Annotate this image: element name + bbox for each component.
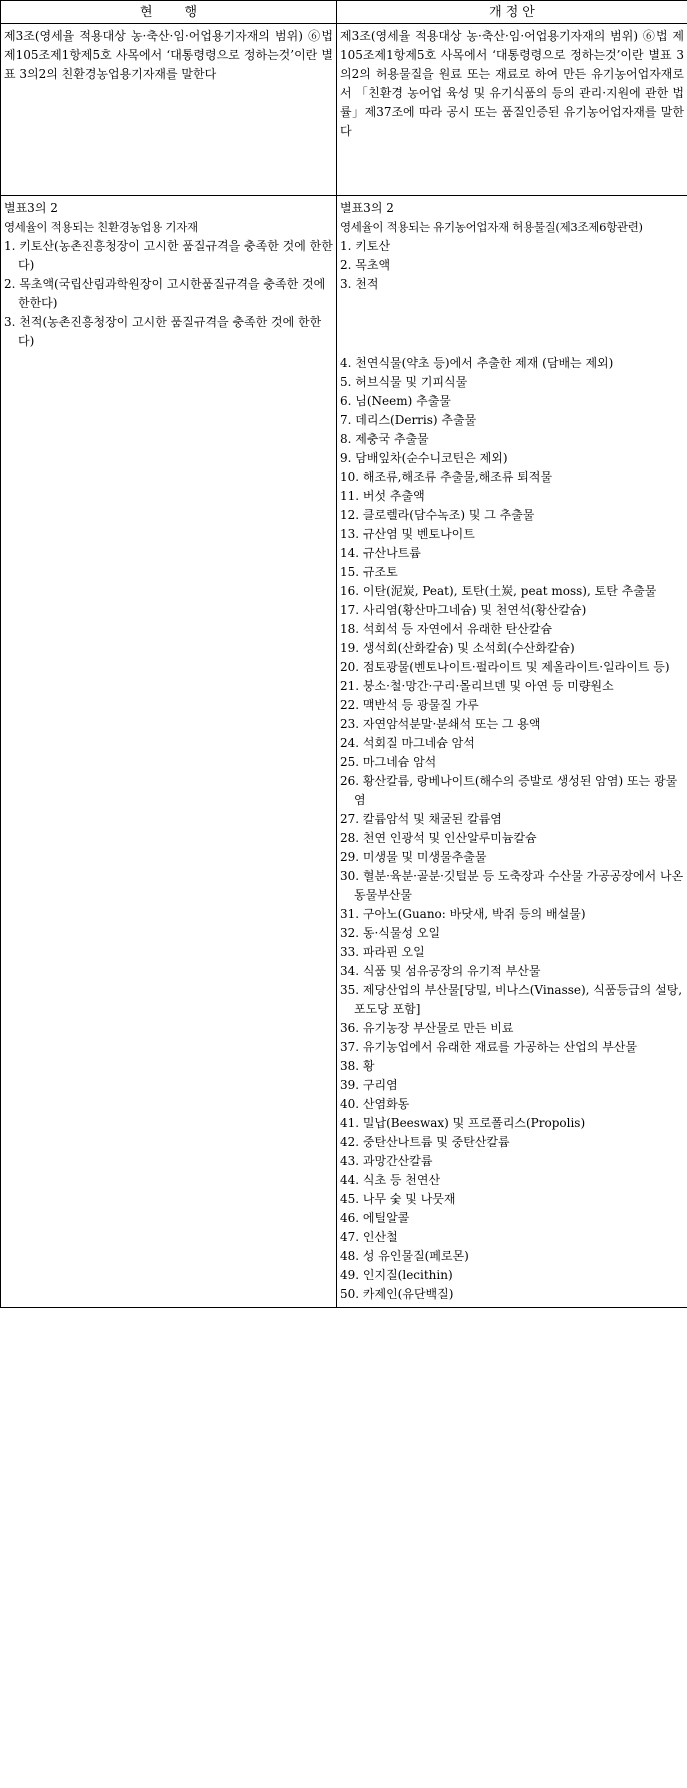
list-item: 14. 규산나트륨: [340, 546, 421, 560]
header-current: 현행: [1, 1, 337, 24]
list-item: 2. 목초액(국립산림과학원장이 고시한품질규격을 충족한 것에 한한다): [4, 277, 326, 310]
list-item: 27. 칼륨암석 및 채굴된 칼륨염: [340, 812, 502, 826]
list-item: 32. 동·식물성 오일: [340, 926, 441, 940]
list-item: 1. 키토산(농촌진흥청장이 고시한 품질규격을 충족한 것에 한한다): [4, 239, 333, 272]
list-item: 44. 식초 등 천연산: [340, 1173, 441, 1187]
list-item: 50. 카제인(유단백질): [340, 1287, 454, 1301]
list-item: 26. 황산칼륨, 랑베나이트(해수의 증발로 생성된 암염) 또는 광물염: [340, 774, 678, 807]
list-item: 37. 유기농업에서 유래한 재료를 가공하는 산업의 부산물: [340, 1040, 637, 1054]
annex-current-title: 별표3의 2: [4, 201, 58, 215]
list-item: 21. 붕소·철·망간·구리·몰리브덴 및 아연 등 미량원소: [340, 679, 614, 693]
list-item: 10. 해조류,해조류 추출물,해조류 퇴적물: [340, 470, 553, 484]
list-item: 4. 천연식물(약초 등)에서 추출한 제재 (담배는 제외): [340, 356, 614, 370]
annex-amended-list: [340, 354, 684, 1304]
list-item: 49. 인지질(lecithin): [340, 1268, 453, 1282]
annex-amended-cell: [337, 196, 687, 1308]
list-item: 8. 제충국 추출물: [340, 432, 429, 446]
header-amendment: 개정안: [337, 1, 687, 24]
list-item: 12. 클로렐라(담수녹조) 및 그 추출물: [340, 508, 535, 522]
annex-current-subtitle: 영세율이 적용되는 친환경농업용 기자재: [4, 220, 198, 234]
list-item: 18. 석회석 등 자연에서 유래한 탄산칼슘: [340, 622, 553, 636]
list-item: 23. 자연암석분말·분쇄석 또는 그 용액: [340, 717, 541, 731]
list-item: 36. 유기농장 부산물로 만든 비료: [340, 1021, 514, 1035]
list-item: 3. 천적: [340, 277, 379, 291]
list-item: 46. 에틸알콜: [340, 1211, 410, 1225]
list-item: 45. 나무 숯 및 나뭇재: [340, 1192, 456, 1206]
list-item: 22. 맥반석 등 광물질 가루: [340, 698, 479, 712]
article3-amended-text: 제3조(영세율 적용대상 농·축산·임·어업용기자재의 범위) ⑥법 제105조제1항제5호 사목에서 ‘대통령령으로 정하는것’이란 별표 3의2의 허용물질을 원료 또는 재료로 하여 만든 유기농어업자재로서 「친환경 농어업 육성 및 유기식품의 등의 관리·지원에 관한 법률」제37조에 따라 공시 또는 품질인증된 유기농어업자재를 말한다: [337, 24, 687, 196]
list-item: 47. 인산철: [340, 1230, 398, 1244]
annex-amended-list-top: [340, 237, 684, 294]
list-item: 2. 목초액: [340, 258, 391, 272]
list-item: 13. 규산염 및 벤토나이트: [340, 527, 475, 541]
list-item: 15. 규조토: [340, 565, 398, 579]
list-item: 43. 과망간산칼륨: [340, 1154, 433, 1168]
annex-row: [1, 196, 687, 1308]
list-item: 40. 산염화동: [340, 1097, 410, 1111]
annex-current-cell: [1, 196, 337, 1308]
list-item: 11. 버섯 추출액: [340, 489, 425, 503]
header-row: [1, 1, 687, 24]
list-item: 33. 파라핀 오일: [340, 945, 425, 959]
list-item: 9. 담배잎차(순수니코틴은 제외): [340, 451, 508, 465]
list-item: 5. 허브식물 및 기피식물: [340, 375, 468, 389]
list-item: 25. 마그네슘 암석: [340, 755, 437, 769]
list-item: 41. 밀납(Beeswax) 및 프로폴리스(Propolis): [340, 1116, 586, 1130]
list-item: 6. 님(Neem) 추출물: [340, 394, 451, 408]
list-item: 28. 천연 인광석 및 인산알루미늄칼슘: [340, 831, 537, 845]
annex-amended-title: 별표3의 2: [340, 201, 394, 215]
list-item: 24. 석회질 마그네슘 암석: [340, 736, 475, 750]
article3-current-text: 제3조(영세율 적용대상 농·축산·임·어업용기자재의 범위) ⑥법 제105조제1항제5호 사목에서 ‘대통령령으로 정하는것’이란 별표 3의2의 친환경농업용기자재를 말한다: [1, 24, 337, 196]
annex-amended-subtitle: 영세율이 적용되는 유기농어업자재 허용물질(제3조제6항관련): [340, 220, 643, 234]
list-item: 48. 성 유인물질(페로몬): [340, 1249, 469, 1263]
list-item: 17. 사리염(황산마그네슘) 및 천연석(황산칼슘): [340, 603, 587, 617]
list-item: 30. 혈분·육분·골분·깃털분 등 도축장과 수산물 가공공장에서 나온 동물부산물: [340, 869, 684, 902]
list-item: 16. 이탄(泥炭, Peat), 토탄(土炭, peat moss), 토탄 추출물: [340, 584, 657, 598]
list-item: 20. 점토광물(벤토나이트·펄라이트 및 제올라이트·일라이트 등): [340, 660, 670, 674]
list-item: 29. 미생물 및 미생물추출물: [340, 850, 487, 864]
list-item: 19. 생석회(산화칼슘) 및 소석회(수산화칼슘): [340, 641, 575, 655]
list-item: 1. 키토산: [340, 239, 391, 253]
list-item: 38. 황: [340, 1059, 375, 1073]
article3-row: [1, 24, 687, 196]
annex-current-list: [4, 237, 333, 351]
list-item: 3. 천적(농촌진흥청장이 고시한 품질규격을 충족한 것에 한한다): [4, 315, 322, 348]
list-item: 7. 데리스(Derris) 추출물: [340, 413, 477, 427]
list-item: 42. 중탄산나트륨 및 중탄산칼륨: [340, 1135, 510, 1149]
list-gap: [340, 294, 684, 354]
list-item: 34. 식품 및 섬유공장의 유기적 부산물: [340, 964, 541, 978]
list-item: 39. 구리염: [340, 1078, 398, 1092]
list-item: 35. 제당산업의 부산물[당밀, 비나스(Vinasse), 식품등급의 설탕, 포도당 포함]: [340, 983, 683, 1016]
list-item: 31. 구아노(Guano: 바닷새, 박쥐 등의 배설물): [340, 907, 586, 921]
